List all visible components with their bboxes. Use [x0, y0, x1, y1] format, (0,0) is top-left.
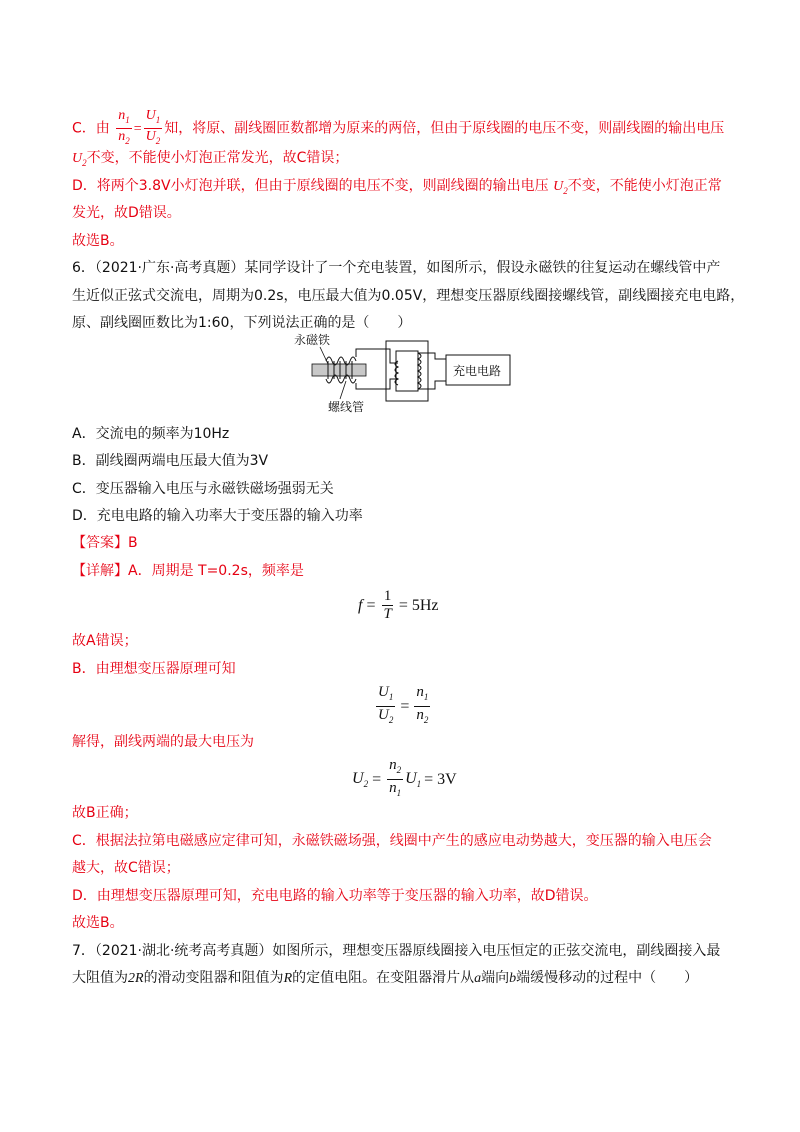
- q6-b-text: B．由理想变压器原理可知: [72, 661, 236, 677]
- q6-choose: 故选B。: [72, 915, 124, 931]
- solenoid-label: 螺线管: [328, 400, 365, 414]
- u2-symbol: $U_2$: [553, 179, 568, 196]
- formula-turns-ratio: $\frac{U_1}{U_2}$ = $\frac{n_1}{n_2}$: [378, 684, 429, 725]
- circuit-label: 充电电路: [453, 364, 502, 378]
- ratio-n1-n2: $\frac{n_1}{n_2}$: [118, 108, 130, 146]
- q6-answer: 【答案】B: [72, 535, 138, 551]
- q6-b-right: 故B正确；: [72, 805, 138, 821]
- charging-device-diagram: [290, 331, 530, 416]
- c-text1: 知，将原、副线圈匝数都增为原来的两倍，但由于原线圈的电压不变，则副线圈的输出电压: [164, 120, 725, 137]
- q6-d-explain: D．由理想变压器原理可知，充电电路的输入功率等于变压器的输入功率，故D错误。: [72, 888, 598, 904]
- q7-stem-line2: 大阻值为2R的滑动变阻器和阻值为R的定值电阻。在变阻器滑片从a端向b端缓慢移动的过程中（ ）: [72, 970, 699, 986]
- q6-stem-line2: 生近似正弦式交流电，周期为0.2s，电压最大值为0.05V，理想变压器原线圈接螺线管，副线圈接充电电路，: [72, 288, 745, 304]
- transformer-core: [386, 341, 428, 401]
- q6-figure: [290, 331, 530, 416]
- q6-a-wrong: 故A错误；: [72, 633, 138, 649]
- q6-option-b: B．副线圈两端电压最大值为3V: [72, 453, 269, 469]
- c-prefix: C．由: [72, 120, 110, 137]
- option-d-explanation-line1: D．将两个3.8V小灯泡并联，但由于原线圈的电压不变，则副线圈的输出电压 $U_2$不变，不能使小灯泡正常: [72, 178, 722, 196]
- block1-choose: 故选B。: [72, 233, 124, 249]
- q6-stem-line1: 6．（2021·广东·高考真题）某同学设计了一个充电装置，如图所示，假设永磁铁的往复运动在螺线管中产: [72, 260, 721, 276]
- formula-secondary-voltage: $U_2$ = $\frac{n_2}{n_1}$ $U_1$ = 3V: [352, 757, 457, 798]
- ratio-u1-u2: $\frac{U_1}{U_2}$: [145, 108, 161, 146]
- q6-solve: 解得，副线两端的最大电压为: [72, 734, 254, 750]
- formula-frequency: f = $\frac{1}{T}$ = 5Hz: [358, 588, 439, 622]
- option-c-explanation-line1: C．由 $\frac{n_1}{n_2}$ = $\frac{U_1}{U_2}$ 知，将原、副线圈匝数都增为原来的两倍，但由于原线圈的电压不变，则副线圈的输出电压: [72, 108, 724, 149]
- q7-stem-line1: 7．（2021·湖北·统考高考真题）如图所示，理想变压器原线圈接入电压恒定的正弦交流电，副线圈接入最: [72, 943, 721, 959]
- q6-option-a: A．交流电的频率为10Hz: [72, 426, 230, 442]
- q6-c-explain-line2: 越大，故C错误；: [72, 860, 180, 876]
- q6-stem-line3: 原、副线圈匝数比为1:60，下列说法正确的是（ ）: [72, 315, 412, 331]
- q6-c-explain-line1: C．根据法拉第电磁感应定律可知，永磁铁磁场强，线圈中产生的感应电动势越大，变压器的输入电压会: [72, 833, 712, 849]
- permanent-magnet: [312, 364, 366, 376]
- q6-detail-a: 【详解】A．周期是 T=0.2s，频率是: [72, 563, 304, 579]
- q6-option-d: D．充电电路的输入功率大于变压器的输入功率: [72, 508, 363, 524]
- option-d-explanation-line2: 发光，故D错误。: [72, 205, 181, 221]
- option-c-explanation-line2: $U_2$不变，不能使小灯泡正常发光，故C错误；: [72, 150, 349, 168]
- q6-option-c: C．变压器输入电压与永磁铁磁场强弱无关: [72, 481, 334, 497]
- secondary-coil: [418, 353, 421, 389]
- u2-symbol: $U_2$: [72, 151, 87, 168]
- magnet-label: 永磁铁: [294, 333, 331, 347]
